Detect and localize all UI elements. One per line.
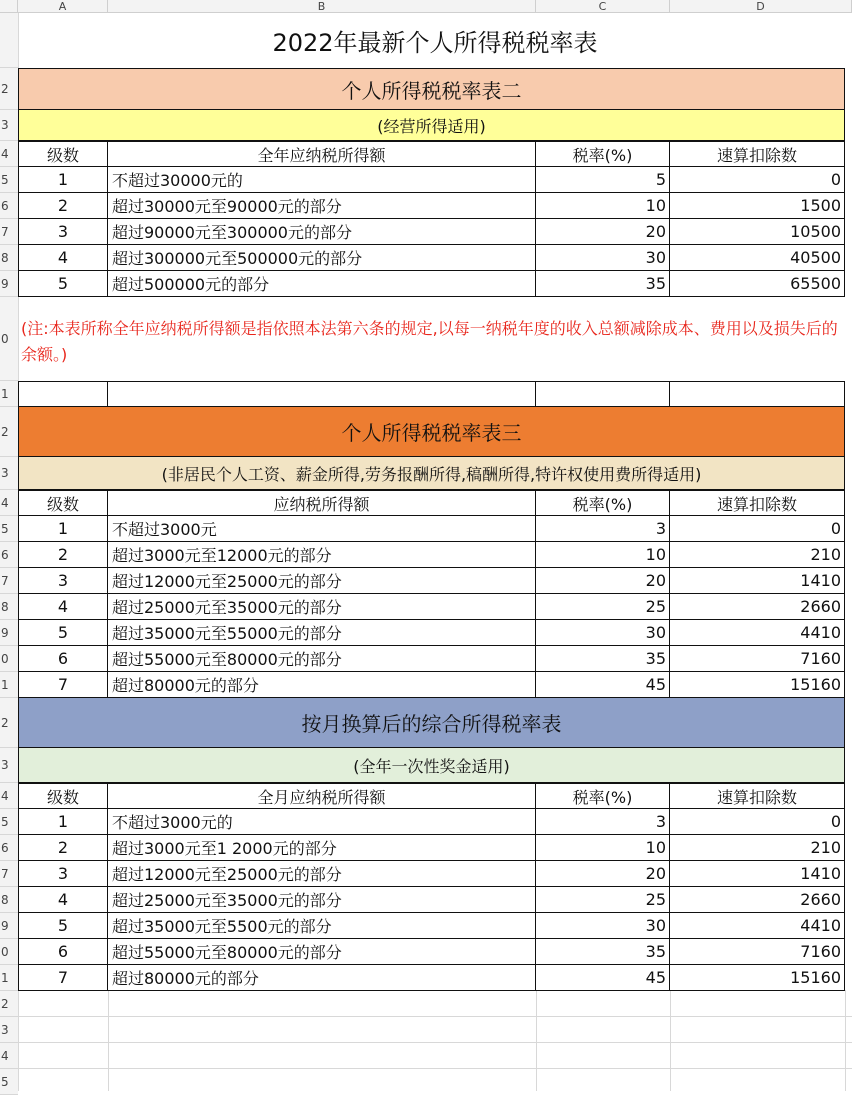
table4-cell[interactable]: 210 [669, 834, 845, 861]
table4-cell[interactable]: 4 [18, 886, 108, 913]
table4-cell[interactable]: 4410 [669, 912, 845, 939]
table2-cell[interactable]: 4 [18, 244, 108, 271]
row-number[interactable]: 6 [0, 542, 18, 568]
row-number[interactable]: 5 [0, 516, 18, 542]
table4-cell[interactable]: 30 [535, 912, 670, 939]
table2-header-rate[interactable]: 税率(%) [535, 141, 670, 167]
table2-cell[interactable]: 10 [535, 192, 670, 219]
table2-cell[interactable]: 超过300000元至500000元的部分 [107, 244, 536, 271]
table4-cell[interactable]: 2660 [669, 886, 845, 913]
row-number[interactable]: 9 [0, 913, 18, 939]
row-number[interactable]: 4 [0, 783, 18, 809]
table3-cell[interactable]: 25 [535, 593, 670, 620]
table3-cell[interactable]: 20 [535, 567, 670, 594]
table3-cell[interactable]: 超过12000元至25000元的部分 [107, 567, 536, 594]
gridline [108, 990, 109, 1091]
table4-header-deduction[interactable]: 速算扣除数 [669, 783, 845, 809]
row-number[interactable]: 0 [0, 297, 18, 381]
column-header-a[interactable]: A [18, 0, 108, 13]
row-number[interactable]: 2 [0, 68, 18, 110]
table4-cell[interactable]: 超过25000元至35000元的部分 [107, 886, 536, 913]
table2-cell[interactable]: 0 [669, 166, 845, 193]
table3-cell[interactable]: 超过35000元至55000元的部分 [107, 619, 536, 646]
row-number[interactable]: 0 [0, 646, 18, 672]
table3-cell[interactable]: 0 [669, 515, 845, 542]
row-number[interactable]: 5 [0, 1069, 18, 1095]
table2-title[interactable]: 个人所得税税率表二 [18, 68, 845, 110]
table3-cell[interactable]: 超过80000元的部分 [107, 671, 536, 698]
row-number[interactable]: 8 [0, 245, 18, 271]
table2-cell[interactable]: 30 [535, 244, 670, 271]
table4-cell[interactable]: 3 [18, 860, 108, 887]
table4-cell[interactable]: 7 [18, 964, 108, 991]
table3-cell[interactable]: 4410 [669, 619, 845, 646]
row-number[interactable]: 1 [0, 381, 18, 407]
table4-cell[interactable]: 25 [535, 886, 670, 913]
table4-cell[interactable]: 6 [18, 938, 108, 965]
table3-cell[interactable]: 1 [18, 515, 108, 542]
table3-header-rate[interactable]: 税率(%) [535, 490, 670, 516]
blank-cell[interactable] [18, 381, 108, 407]
gridline [18, 1068, 852, 1069]
blank-cell[interactable] [107, 381, 536, 407]
table2-cell[interactable]: 不超过30000元的 [107, 166, 536, 193]
table4-cell[interactable]: 超过35000元至5500元的部分 [107, 912, 536, 939]
table2-cell[interactable]: 超过30000元至90000元的部分 [107, 192, 536, 219]
table2-header-level[interactable]: 级数 [18, 141, 108, 167]
table4-cell[interactable]: 35 [535, 938, 670, 965]
table4-header-income[interactable]: 全月应纳税所得额 [107, 783, 536, 809]
table3-header-income[interactable]: 应纳税所得额 [107, 490, 536, 516]
row-number[interactable]: 9 [0, 271, 18, 297]
column-header-b[interactable]: B [108, 0, 536, 13]
table3-cell[interactable]: 45 [535, 671, 670, 698]
table2-cell[interactable]: 1 [18, 166, 108, 193]
table2-cell[interactable]: 20 [535, 218, 670, 245]
table3-title[interactable]: 个人所得税税率表三 [18, 407, 845, 457]
table4-cell[interactable]: 15160 [669, 964, 845, 991]
table3-cell[interactable]: 15160 [669, 671, 845, 698]
table3-cell[interactable]: 1410 [669, 567, 845, 594]
table3-cell[interactable]: 超过3000元至12000元的部分 [107, 541, 536, 568]
column-header-bar [0, 0, 852, 13]
table2-cell[interactable]: 65500 [669, 270, 845, 297]
row-number[interactable]: 3 [0, 1017, 18, 1043]
table2-header-income[interactable]: 全年应纳税所得额 [107, 141, 536, 167]
gridline [18, 1016, 852, 1017]
table2-cell[interactable]: 超过500000元的部分 [107, 270, 536, 297]
row-number[interactable]: 3 [0, 457, 18, 490]
table2-cell[interactable]: 5 [18, 270, 108, 297]
row-number[interactable]: 5 [0, 809, 18, 835]
table2-cell[interactable]: 5 [535, 166, 670, 193]
table3-cell[interactable]: 210 [669, 541, 845, 568]
row-number[interactable]: 7 [0, 861, 18, 887]
table4-cell[interactable]: 超过12000元至25000元的部分 [107, 860, 536, 887]
row-number[interactable]: 9 [0, 620, 18, 646]
table4-cell[interactable]: 1 [18, 808, 108, 835]
row-number[interactable]: 1 [0, 965, 18, 991]
gridline [845, 990, 846, 1091]
table4-cell[interactable]: 20 [535, 860, 670, 887]
table2-note[interactable]: (注:本表所称全年应纳税所得额是指依照本法第六条的规定,以每一纳税年度的收入总额减除成本、费用以及损失后的余额。) [21, 319, 838, 364]
row-number[interactable]: 0 [0, 939, 18, 965]
table4-cell[interactable]: 超过80000元的部分 [107, 964, 536, 991]
table4-cell[interactable]: 7160 [669, 938, 845, 965]
row-number[interactable]: 8 [0, 594, 18, 620]
row-number[interactable]: 4 [0, 141, 18, 167]
row-number[interactable]: 4 [0, 490, 18, 516]
gridline [536, 990, 537, 1091]
table2-cell[interactable]: 2 [18, 192, 108, 219]
table3-cell[interactable]: 2660 [669, 593, 845, 620]
table3-cell[interactable]: 30 [535, 619, 670, 646]
table3-header-deduction[interactable]: 速算扣除数 [669, 490, 845, 516]
gridline [18, 1042, 852, 1043]
table3-cell[interactable]: 10 [535, 541, 670, 568]
select-all-corner[interactable] [0, 0, 18, 13]
table3-cell[interactable]: 超过25000元至35000元的部分 [107, 593, 536, 620]
table2-cell[interactable]: 10500 [669, 218, 845, 245]
row-number[interactable]: 6 [0, 193, 18, 219]
row-number[interactable]: 2 [0, 698, 18, 748]
table4-cell[interactable]: 超过3000元至1 2000元的部分 [107, 834, 536, 861]
table3-subtitle[interactable]: (非居民个人工资、薪金所得,劳务报酬所得,稿酬所得,特许权使用费所得适用) [18, 457, 845, 490]
table3-cell[interactable]: 3 [535, 515, 670, 542]
table2-cell[interactable]: 3 [18, 218, 108, 245]
table4-cell[interactable]: 1410 [669, 860, 845, 887]
table4-header-level[interactable]: 级数 [18, 783, 108, 809]
table3-cell[interactable]: 6 [18, 645, 108, 672]
table4-subtitle[interactable]: (全年一次性奖金适用) [18, 748, 845, 783]
row-number[interactable]: 3 [0, 110, 18, 141]
column-header-d[interactable]: D [670, 0, 852, 13]
row-number[interactable]: 3 [0, 748, 18, 783]
table3-cell[interactable]: 5 [18, 619, 108, 646]
row-number[interactable]: 7 [0, 219, 18, 245]
table4-title[interactable]: 按月换算后的综合所得税率表 [18, 698, 845, 748]
row-number[interactable]: 8 [0, 887, 18, 913]
row-number[interactable]: 6 [0, 835, 18, 861]
table2-cell[interactable]: 1500 [669, 192, 845, 219]
row-number[interactable]: 2 [0, 407, 18, 457]
blank-cell[interactable] [669, 381, 845, 407]
blank-cell[interactable] [535, 381, 670, 407]
table3-cell[interactable]: 超过55000元至80000元的部分 [107, 645, 536, 672]
table2-cell[interactable]: 40500 [669, 244, 845, 271]
row-number[interactable] [0, 13, 18, 68]
sheet-title[interactable]: 2022年最新个人所得税税率表 [272, 29, 598, 57]
table3-cell[interactable]: 2 [18, 541, 108, 568]
row-number[interactable]: 2 [0, 991, 18, 1017]
table4-header-rate[interactable]: 税率(%) [535, 783, 670, 809]
row-number[interactable]: 5 [0, 167, 18, 193]
table2-subtitle[interactable]: (经营所得适用) [18, 110, 845, 141]
row-number[interactable]: 1 [0, 672, 18, 698]
table3-cell[interactable]: 不超过3000元 [107, 515, 536, 542]
table4-cell[interactable]: 2 [18, 834, 108, 861]
table4-cell[interactable]: 45 [535, 964, 670, 991]
table4-cell[interactable]: 5 [18, 912, 108, 939]
column-header-c[interactable]: C [536, 0, 670, 13]
table4-cell[interactable]: 不超过3000元的 [107, 808, 536, 835]
table4-cell[interactable]: 3 [535, 808, 670, 835]
gridline [670, 990, 671, 1091]
table4-cell[interactable]: 10 [535, 834, 670, 861]
table2-header-deduction[interactable]: 速算扣除数 [669, 141, 845, 167]
table3-cell[interactable]: 7160 [669, 645, 845, 672]
row-number[interactable]: 7 [0, 568, 18, 594]
table2-cell[interactable]: 35 [535, 270, 670, 297]
table3-cell[interactable]: 35 [535, 645, 670, 672]
table4-cell[interactable]: 超过55000元至80000元的部分 [107, 938, 536, 965]
table3-cell[interactable]: 4 [18, 593, 108, 620]
table2-cell[interactable]: 超过90000元至300000元的部分 [107, 218, 536, 245]
table3-cell[interactable]: 7 [18, 671, 108, 698]
row-number[interactable]: 4 [0, 1043, 18, 1069]
table3-header-level[interactable]: 级数 [18, 490, 108, 516]
table3-cell[interactable]: 3 [18, 567, 108, 594]
table4-cell[interactable]: 0 [669, 808, 845, 835]
